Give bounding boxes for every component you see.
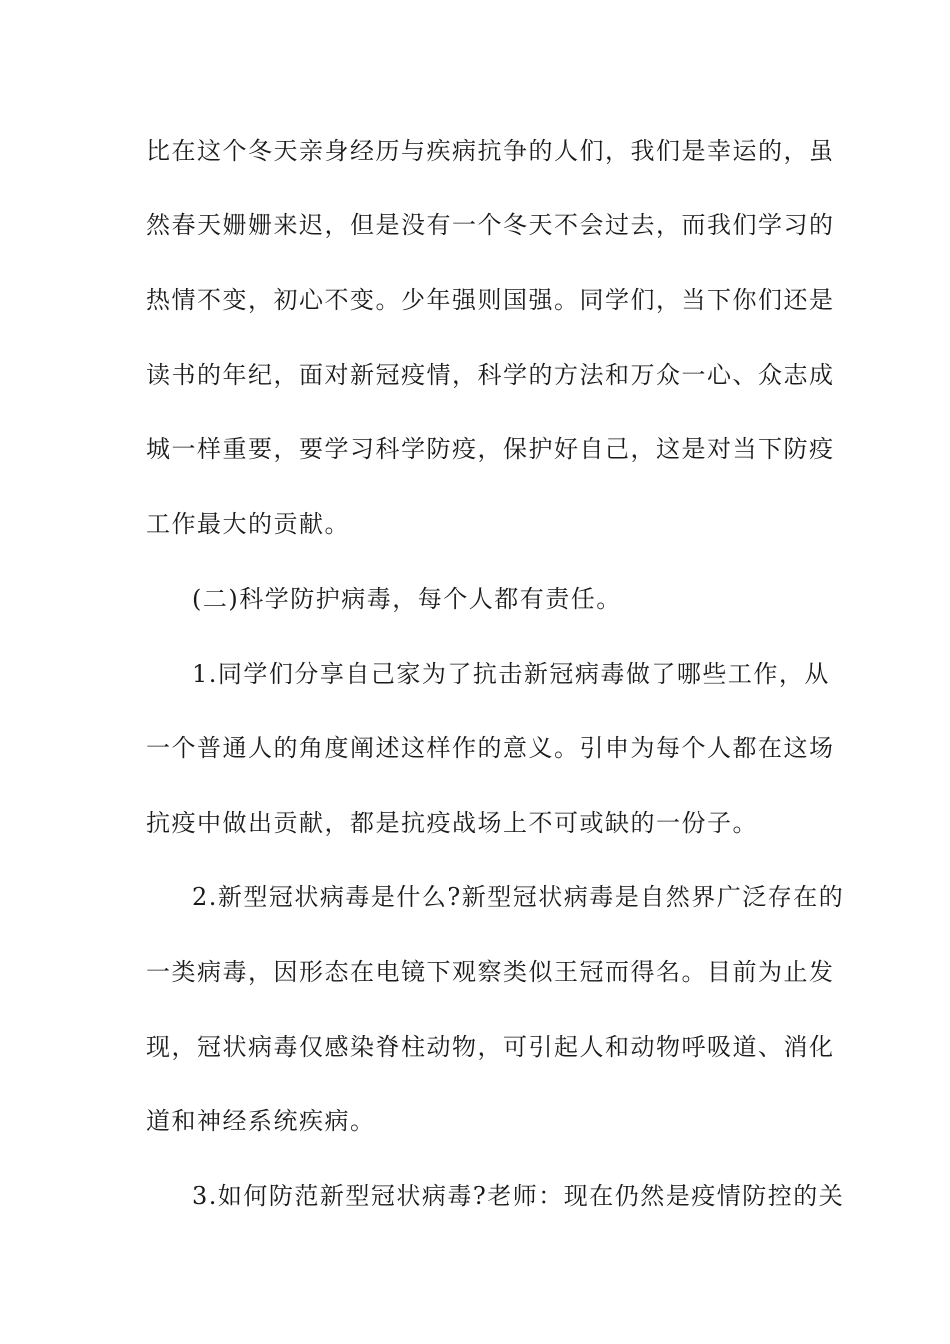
paragraph-line: 工作最大的贡献。 <box>146 510 350 538</box>
paragraph-line: 城一样重要，要学习科学防疫，保护好自己，这是对当下防疫 <box>146 435 835 463</box>
paragraph-line: 道和神经系统疾病。 <box>146 1107 376 1135</box>
paragraph-line: 2.新型冠状病毒是什么?新型冠状病毒是自然界广泛存在的 <box>192 883 845 911</box>
paragraph-line: 一类病毒，因形态在电镜下观察类似王冠而得名。目前为止发 <box>146 958 835 986</box>
paragraph-line: 热情不变，初心不变。少年强则国强。同学们，当下你们还是 <box>146 286 835 314</box>
paragraph-line: 3.如何防范新型冠状病毒?老师：现在仍然是疫情防控的关 <box>192 1182 845 1210</box>
paragraph-line: 一个普通人的角度阐述这样作的意义。引申为每个人都在这场 <box>146 734 835 762</box>
paragraph-line: 抗疫中做出贡献，都是抗疫战场上不可或缺的一份子。 <box>146 809 758 837</box>
paragraph-line: 比在这个冬天亲身经历与疾病抗争的人们，我们是幸运的，虽 <box>146 137 835 165</box>
paragraph-line: 然春天姗姗来迟，但是没有一个冬天不会过去，而我们学习的 <box>146 211 835 239</box>
paragraph-line: 读书的年纪，面对新冠疫情，科学的方法和万众一心、众志成 <box>146 361 835 389</box>
paragraph-line: 1.同学们分享自己家为了抗击新冠病毒做了哪些工作，从 <box>192 660 830 688</box>
paragraph-line: 现，冠状病毒仅感染脊柱动物，可引起人和动物呼吸道、消化 <box>146 1033 835 1061</box>
section-heading: (二)科学防护病毒，每个人都有责任。 <box>192 585 622 613</box>
